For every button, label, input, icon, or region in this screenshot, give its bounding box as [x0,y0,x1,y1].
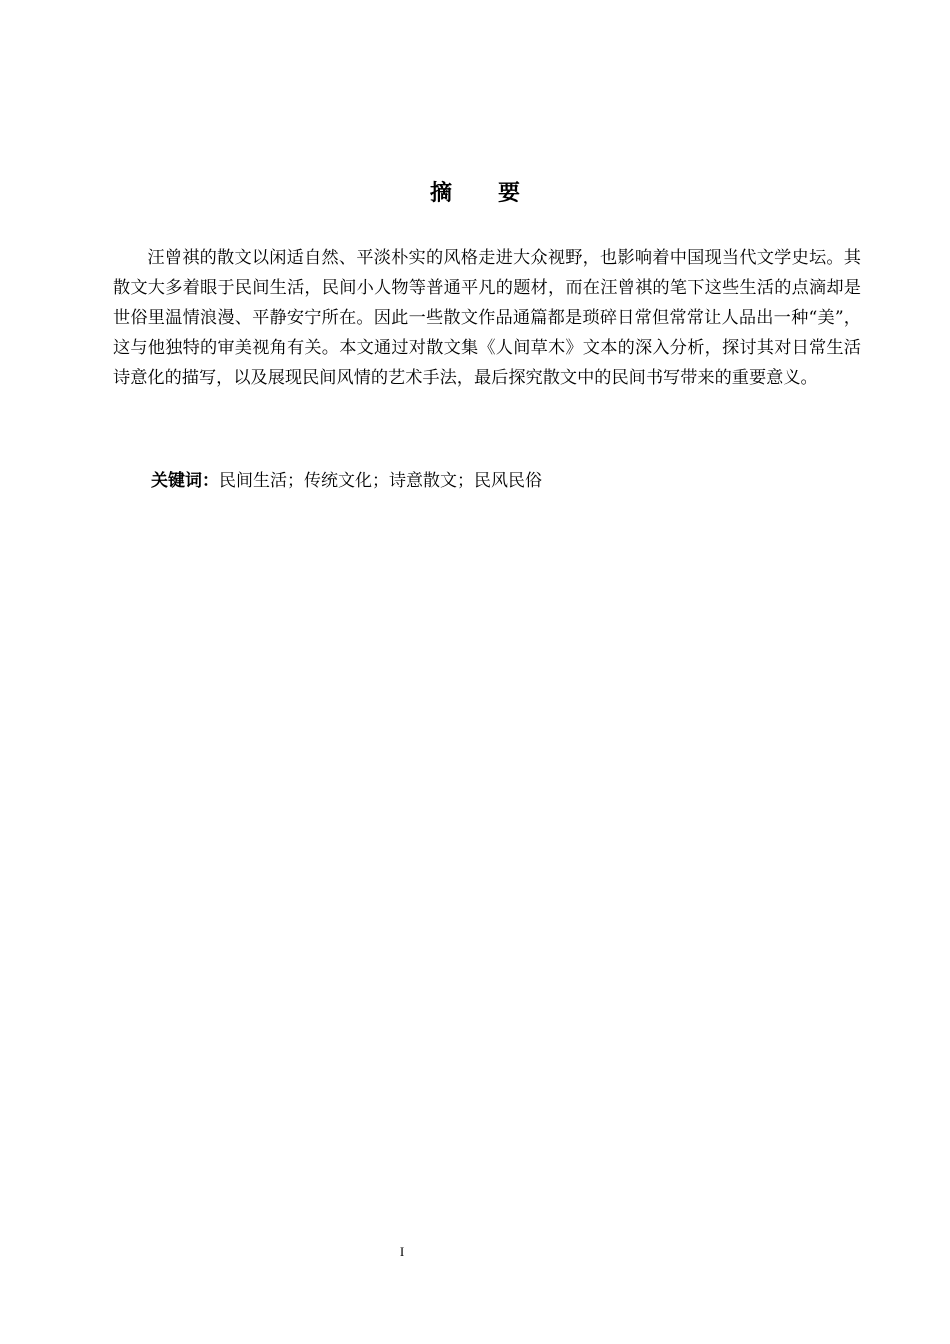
abstract-paragraph: 汪曾祺的散文以闲适自然、平淡朴实的风格走进大众视野，也影响着中国现当代文学史坛。其散文大多着眼于民间生活，民间小人物等普通平凡的题材，而在汪曾祺的笔下这些生活的点滴却是世俗里温情浪漫、平静安宁所在。因此一些散文作品通篇都是琐碎日常但常常让人品出一种“美”，这与他独特的审美视角有关。本文通过对散文集《人间草木》文本的深入分析，探讨其对日常生活诗意化的描写，以及展现民间风情的艺术手法，最后探究散文中的民间书写带来的重要意义。 [113,248,861,388]
keywords-text: 民间生活；传统文化；诗意散文；民风民俗 [219,471,542,491]
keywords-label: 关键词： [151,471,219,491]
abstract-heading [0,178,950,210]
abstract-heading-char-1: 摘 [429,181,452,206]
abstract-heading-char-2: 要 [498,181,521,206]
page-number: I [399,1244,405,1259]
keywords-line [151,466,851,496]
